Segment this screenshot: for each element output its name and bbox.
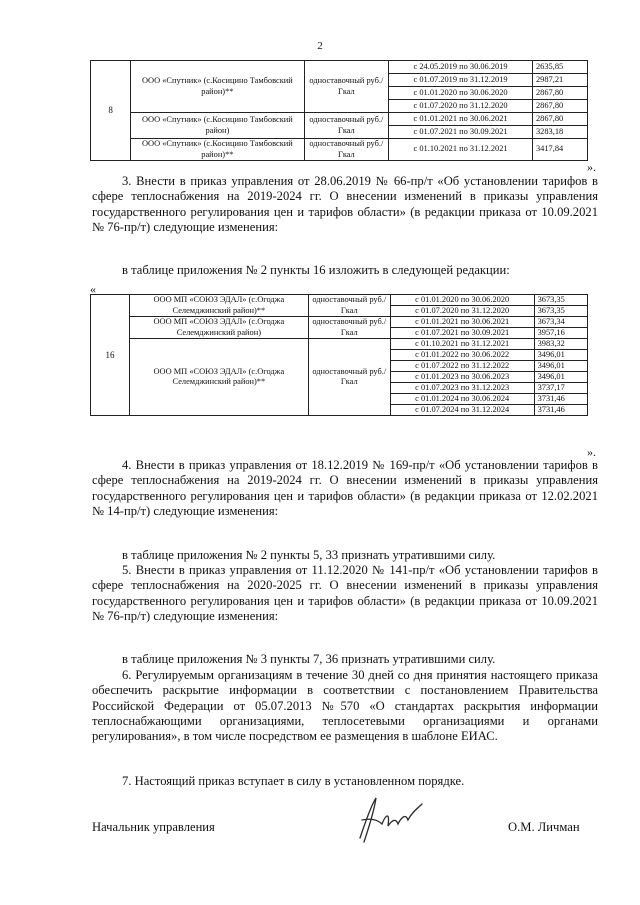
period-cell: с 01.07.2021 по 30.09.2021 (389, 126, 533, 139)
tariff-unit-cell: одноставочный руб./Гкал (304, 113, 389, 139)
tariff-table-2 (90, 294, 588, 416)
row-number: 16 (91, 295, 130, 416)
period-cell: с 01.01.2022 по 30.06.2022 (390, 350, 534, 361)
tariff-value-cell: 3417,84 (532, 139, 587, 161)
paragraph-6: 6. Регулируемым организациям в течение 30 дней со дня принятия настоящего приказа обеспечить раскрытие информации в соответствии с постановлением Правительства Российской Федерации от 05.07.2013 №570 «О стандартах раскрытия информации теплоснабжающими организациями, теплосетевыми организациями и органами регулирования», в том числе посредством ее размещения в шаблоне ЕИАС. (92, 668, 598, 744)
opening-quote: « (90, 282, 96, 296)
tariff-table-1 (90, 60, 588, 161)
period-cell: с 01.07.2022 по 31.12.2022 (390, 361, 534, 372)
period-cell: с 01.07.2023 по 31.12.2023 (390, 383, 534, 394)
page-number: 2 (317, 40, 323, 52)
signatory-name: О.М. Личман (508, 820, 580, 834)
tariff-value-cell: 3673,34 (534, 317, 587, 328)
organization-cell: ООО МП «СОЮЗ ЭДАЛ» (с.Огоджа Селемджинский район)** (130, 339, 309, 416)
period-cell: с 01.01.2023 по 30.06.2023 (390, 372, 534, 383)
table-row (91, 339, 588, 350)
organization-cell: ООО «Спутник» (с.Косицино Тамбовский район) (131, 113, 304, 139)
paragraph-4: 4. Внести в приказ управления от 18.12.2019 № 169-пр/т «Об установлении тарифов в сфере теплоснабжения на 2019-2024 гг. О внесении изменений в приказы управления государственного регулирования цен и тарифов области» (в редакции приказа от 12.02.2021 № 14-пр/т) следующие изменения: (92, 458, 598, 519)
period-cell: с 01.10.2021 по 31.12.2021 (390, 339, 534, 350)
organization-cell: ООО МП «СОЮЗ ЭДАЛ» (с.Огоджа Селемджинский район) (130, 317, 309, 339)
tariff-value-cell: 3283,18 (532, 126, 587, 139)
tariff-value-cell: 3731,46 (534, 405, 587, 416)
period-cell: с 01.07.2019 по 31.12.2019 (389, 74, 533, 87)
tariff-value-cell: 3673,35 (534, 306, 587, 317)
table-row (91, 113, 588, 126)
tariff-value-cell: 3737,17 (534, 383, 587, 394)
closing-quote-1: ». (587, 160, 596, 174)
period-cell: с 01.07.2024 по 31.12.2024 (390, 405, 534, 416)
signatory-title: Начальник управления (92, 820, 215, 834)
table-row (91, 139, 588, 161)
tariff-value-cell: 2867,80 (532, 113, 587, 126)
period-cell: с 01.01.2021 по 30.06.2021 (390, 317, 534, 328)
tariff-value-cell: 2867,80 (532, 100, 587, 113)
paragraph-7: 7. Настоящий приказ вступает в силу в установленном порядке. (122, 774, 465, 788)
period-cell: с 01.07.2020 по 31.12.2020 (389, 100, 533, 113)
organization-cell: ООО «Спутник» (с.Косицино Тамбовский район)** (131, 61, 304, 113)
period-cell: с 01.01.2024 по 30.06.2024 (390, 394, 534, 405)
table-row (91, 61, 588, 74)
period-cell: с 01.10.2021 по 31.12.2021 (389, 139, 533, 161)
row-number: 8 (91, 61, 131, 161)
period-cell: с 01.01.2020 по 30.06.2020 (390, 295, 534, 306)
tariff-value-cell: 3673,35 (534, 295, 587, 306)
paragraph-4-sub: в таблице приложения № 2 пункты 5, 33 признать утратившими силу. (122, 548, 496, 562)
tariff-value-cell: 3957,16 (534, 328, 587, 339)
tariff-value-cell: 3983,32 (534, 339, 587, 350)
tariff-unit-cell: одноставочный руб./Гкал (308, 295, 390, 317)
period-cell: с 01.07.2021 по 30.09.2021 (390, 328, 534, 339)
tariff-unit-cell: одноставочный руб./Гкал (308, 317, 390, 339)
handwritten-signature (352, 790, 442, 850)
tariff-unit-cell: одноставочный руб./Гкал (304, 61, 389, 113)
period-cell: с 01.07.2020 по 31.12.2020 (390, 306, 534, 317)
tariff-value-cell: 3496,01 (534, 372, 587, 383)
period-cell: с 24.05.2019 по 30.06.2019 (389, 61, 533, 74)
period-cell: с 01.01.2020 по 30.06.2020 (389, 87, 533, 100)
tariff-value-cell: 3496,01 (534, 361, 587, 372)
tariff-value-cell: 3496,01 (534, 350, 587, 361)
tariff-value-cell: 2987,21 (532, 74, 587, 87)
table-row (91, 317, 588, 328)
tariff-value-cell: 2867,80 (532, 87, 587, 100)
tariff-unit-cell: одноставочный руб./Гкал (304, 139, 389, 161)
table-row (91, 295, 588, 306)
closing-quote-2: ». (587, 445, 596, 459)
period-cell: с 01.01.2021 по 30.06.2021 (389, 113, 533, 126)
paragraph-5: 5. Внести в приказ управления от 11.12.2020 № 141-пр/т «Об установлении тарифов в сфере теплоснабжения на 2020-2025 гг. О внесении изменений в приказы управления государственного регулирования цен и тарифов области» (в редакции приказа от 10.09.2021 № 76-пр/т) следующие изменения: (92, 563, 598, 624)
paragraph-3: 3. Внести в приказ управления от 28.06.2019 № 66-пр/т «Об установлении тарифов в сфере теплоснабжения на 2019-2024 гг. О внесении изменений в приказы управления государственного регулирования цен и тарифов области» (в редакции приказа от 10.09.2021 № 76-пр/т) следующие изменения: (92, 174, 598, 235)
paragraph-5-sub: в таблице приложения № 3 пункты 7, 36 признать утратившими силу. (122, 652, 496, 666)
paragraph-3-sub: в таблице приложения № 2 пункты 16 изложить в следующей редакции: (122, 263, 510, 277)
organization-cell: ООО «Спутник» (с.Косицино Тамбовский район)** (131, 139, 304, 161)
tariff-unit-cell: одноставочный руб./Гкал (308, 339, 390, 416)
tariff-value-cell: 3731,46 (534, 394, 587, 405)
organization-cell: ООО МП «СОЮЗ ЭДАЛ» (с.Огоджа Селемджинский район)** (130, 295, 309, 317)
tariff-value-cell: 2635,85 (532, 61, 587, 74)
